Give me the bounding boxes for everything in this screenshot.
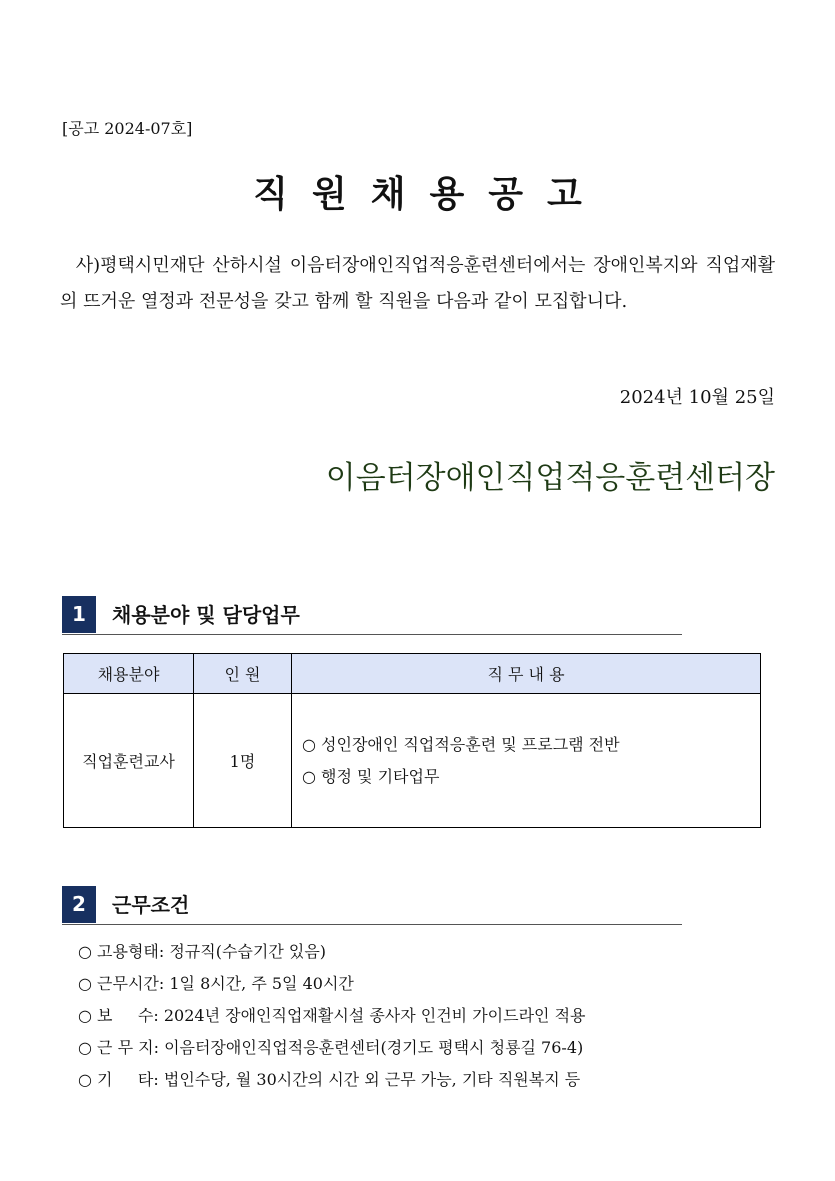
section-number-badge: 1 xyxy=(62,596,96,633)
notice-date: 2024년 10월 25일 xyxy=(619,387,775,408)
section-title: 채용분야 및 담당업무 xyxy=(112,603,300,627)
cell-duties xyxy=(292,694,761,828)
duty-item: ○ 성인장애인 직업적응훈련 및 프로그램 전반 xyxy=(302,734,620,754)
table-header-row xyxy=(64,654,761,694)
duty-item: ○ 행정 및 기타업무 xyxy=(302,766,440,786)
list-item: ○ 고용형태: 정규직(수습기간 있음) xyxy=(78,942,327,961)
header-duties: 직 무 내 용 xyxy=(292,654,761,694)
section-2-header xyxy=(62,886,682,925)
list-item: ○ 근 무 지: 이음터장애인직업적응훈련센터(경기도 평택시 청룡길 76-4) xyxy=(78,1038,584,1057)
header-field: 채용분야 xyxy=(64,654,194,694)
header-count: 인 원 xyxy=(194,654,292,694)
cell-count: 1명 xyxy=(194,694,292,828)
organization-name: 이음터장애인직업적응훈련센터장 xyxy=(325,460,775,496)
section-title: 근무조건 xyxy=(112,893,190,917)
table-row xyxy=(64,694,761,828)
intro-paragraph: 사)평택시민재단 산하시설 이음터장애인직업적응훈련센터에서는 장애인복지와 직업재활의 뜨거운 열정과 전문성을 갖고 함께 할 직원을 다음과 같이 모집합니다. xyxy=(60,255,775,312)
conditions-list xyxy=(78,936,586,1096)
section-1-header xyxy=(62,596,682,635)
list-item: ○ 보 수: 2024년 장애인직업재활시설 종사자 인건비 가이드라인 적용 xyxy=(78,1006,586,1025)
notice-number: [공고 2024-07호] xyxy=(62,119,193,138)
list-item: ○ 기 타: 법인수당, 월 30시간의 시간 외 근무 가능, 기타 직원복지 등 xyxy=(78,1070,581,1089)
cell-field: 직업훈련교사 xyxy=(64,694,194,828)
job-table xyxy=(63,653,761,828)
page-title: 직원채용공고 xyxy=(253,174,606,215)
list-item: ○ 근무시간: 1일 8시간, 주 5일 40시간 xyxy=(78,974,354,993)
section-number-badge: 2 xyxy=(62,886,96,923)
